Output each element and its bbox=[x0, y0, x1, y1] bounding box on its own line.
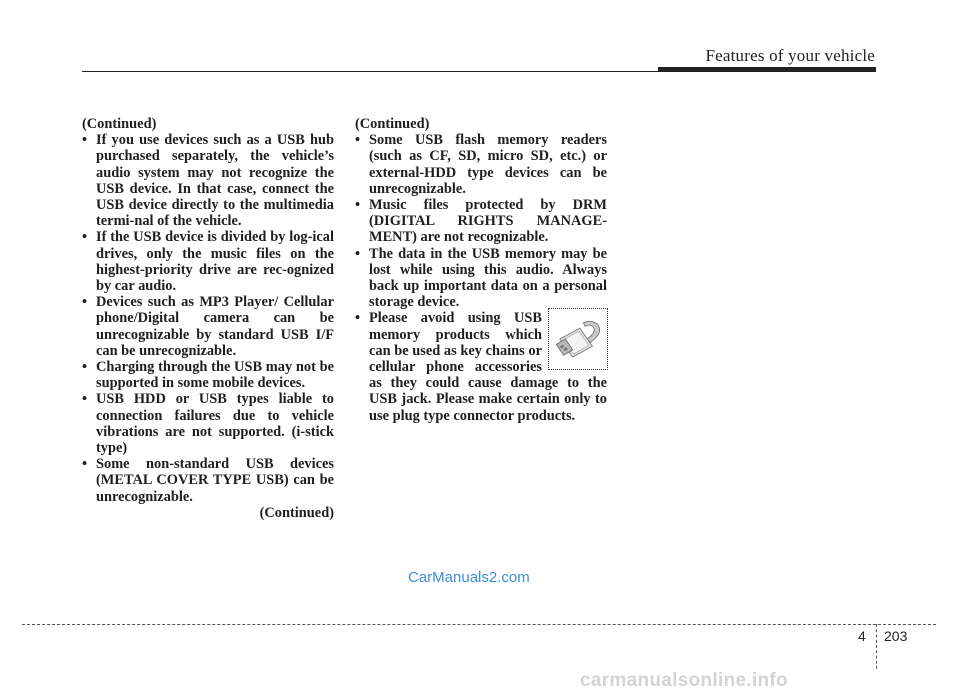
footer-dashed-divider bbox=[876, 624, 877, 669]
bullet-list bbox=[355, 132, 607, 424]
bullet-item: • If the USB device is divided by log-ical drives, only the music files on the highest-priority drive are rec-ognized by car audio. bbox=[82, 229, 334, 294]
bullet-item: • Charging through the USB may not be supported in some mobile devices. bbox=[82, 359, 334, 391]
bullet-item: • Some USB flash memory readers (such as CF, SD, micro SD, etc.) or external-HDD type devices can be unrecognizable. bbox=[355, 132, 607, 197]
footer-dashed-rule bbox=[22, 624, 936, 625]
bullet-item-with-illustration bbox=[355, 310, 607, 423]
right-column bbox=[355, 116, 607, 424]
usb-key-chain-icon bbox=[551, 312, 605, 366]
usb-illustration-frame bbox=[548, 308, 608, 370]
bullet-text: Please avoid using USB memory products which can be used as key chains or cellular phone accessories as they could cause damage to the USB jack. Please make certain only to use plug type connector products. bbox=[369, 310, 607, 424]
continued-heading: (Continued) bbox=[82, 116, 157, 132]
bullet-item: • Music files protected by DRM (DIGITAL RIGHTS MANAGE-MENT) are not recognizable. bbox=[355, 197, 607, 246]
watermark-link[interactable]: CarManuals2.com bbox=[408, 569, 530, 586]
page-number: 203 bbox=[884, 628, 908, 644]
header-rule-thick bbox=[658, 67, 876, 72]
bullet-item: • The data in the USB memory may be lost while using this audio. Always back up important data on a personal storage device. bbox=[355, 246, 607, 311]
page-header-title: Features of your vehicle bbox=[705, 46, 875, 65]
bullet-item: • USB HDD or USB types liable to connection failures due to vehicle vibrations are not supported. (i-stick type) bbox=[82, 391, 334, 456]
chapter-number: 4 bbox=[858, 628, 866, 644]
bullet-item: • Devices such as MP3 Player/ Cellular phone/Digital camera can be unrecognizable by standard USB I/F can be unrecognizable. bbox=[82, 294, 334, 359]
header-rule-thin bbox=[82, 71, 658, 72]
continued-trailer: (Continued) bbox=[259, 504, 334, 521]
continued-heading: (Continued) bbox=[355, 116, 430, 132]
bullet-list bbox=[82, 132, 334, 505]
bullet-item: • Some non-standard USB devices (METAL COVER TYPE USB) can be unrecognizable. bbox=[82, 456, 334, 505]
left-column bbox=[82, 116, 334, 521]
bullet-item: • If you use devices such as a USB hub purchased separately, the vehicle’s audio system may not recognize the USB device. In that case, connect the USB device directly to the multimedia termi-nal of the vehicle. bbox=[82, 132, 334, 229]
site-watermark: carmanualsonline.info bbox=[580, 670, 788, 691]
